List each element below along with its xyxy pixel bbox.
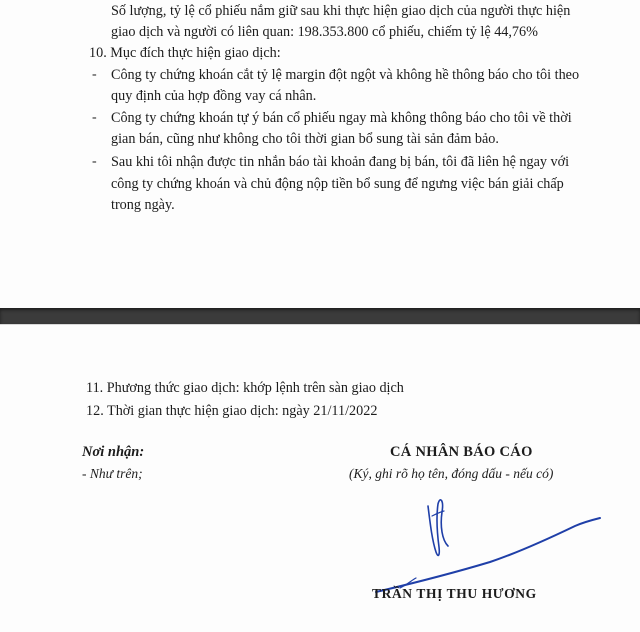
item10-heading: 10. Mục đích thực hiện giao dịch: [89, 45, 281, 61]
reporter-title: CÁ NHÂN BÁO CÁO [390, 444, 533, 460]
bullet-3-line-2: công ty chứng khoán và chủ động nộp tiền bổ sung để ngưng việc bán giải chấp [111, 176, 564, 192]
item9-line-2: giao dịch và người có liên quan: 198.353.800 cổ phiếu, chiếm tỷ lệ 44,76% [111, 24, 538, 40]
bullet-2-line-2: gian bán, cũng như không cho tôi thời gian bổ sung tài sản đảm bảo. [111, 131, 499, 147]
bullet-2-line-1: Công ty chứng khoán tự ý bán cổ phiếu ngay mà không thông báo cho tôi về thời [111, 110, 572, 126]
bullet-3-line-1: Sau khi tôi nhận được tin nhắn báo tài khoản đang bị bán, tôi đã liên hệ ngay với [111, 154, 570, 170]
bullet-1-line-2: quy định của hợp đồng vay cá nhân. [111, 88, 317, 104]
reporter-note: (Ký, ghi rõ họ tên, đóng dấu - nếu có) [349, 466, 554, 481]
bullet-marker: - [92, 110, 97, 125]
item9-line-1: Số lượng, tỷ lệ cổ phiếu nắm giữ sau khi thực hiện giao dịch của người thực hiện [111, 3, 571, 19]
item12-line: 12. Thời gian thực hiện giao dịch: ngày 21/11/2022 [86, 403, 378, 419]
page-divider [0, 308, 640, 324]
bullet-3-line-3: trong ngày. [111, 197, 175, 213]
item11-line: 11. Phương thức giao dịch: khớp lệnh trên sàn giao dịch [86, 380, 404, 396]
bullet-marker: - [92, 67, 97, 82]
recipients-item: - Như trên; [82, 466, 143, 481]
bullet-1-line-1: Công ty chứng khoán cắt tỷ lệ margin đột ngột và không hề thông báo cho tôi theo [111, 67, 580, 83]
signer-name: TRẦN THỊ THU HƯƠNG [372, 586, 537, 601]
recipients-title: Nơi nhận: [82, 444, 145, 460]
bullet-marker: - [92, 154, 97, 169]
